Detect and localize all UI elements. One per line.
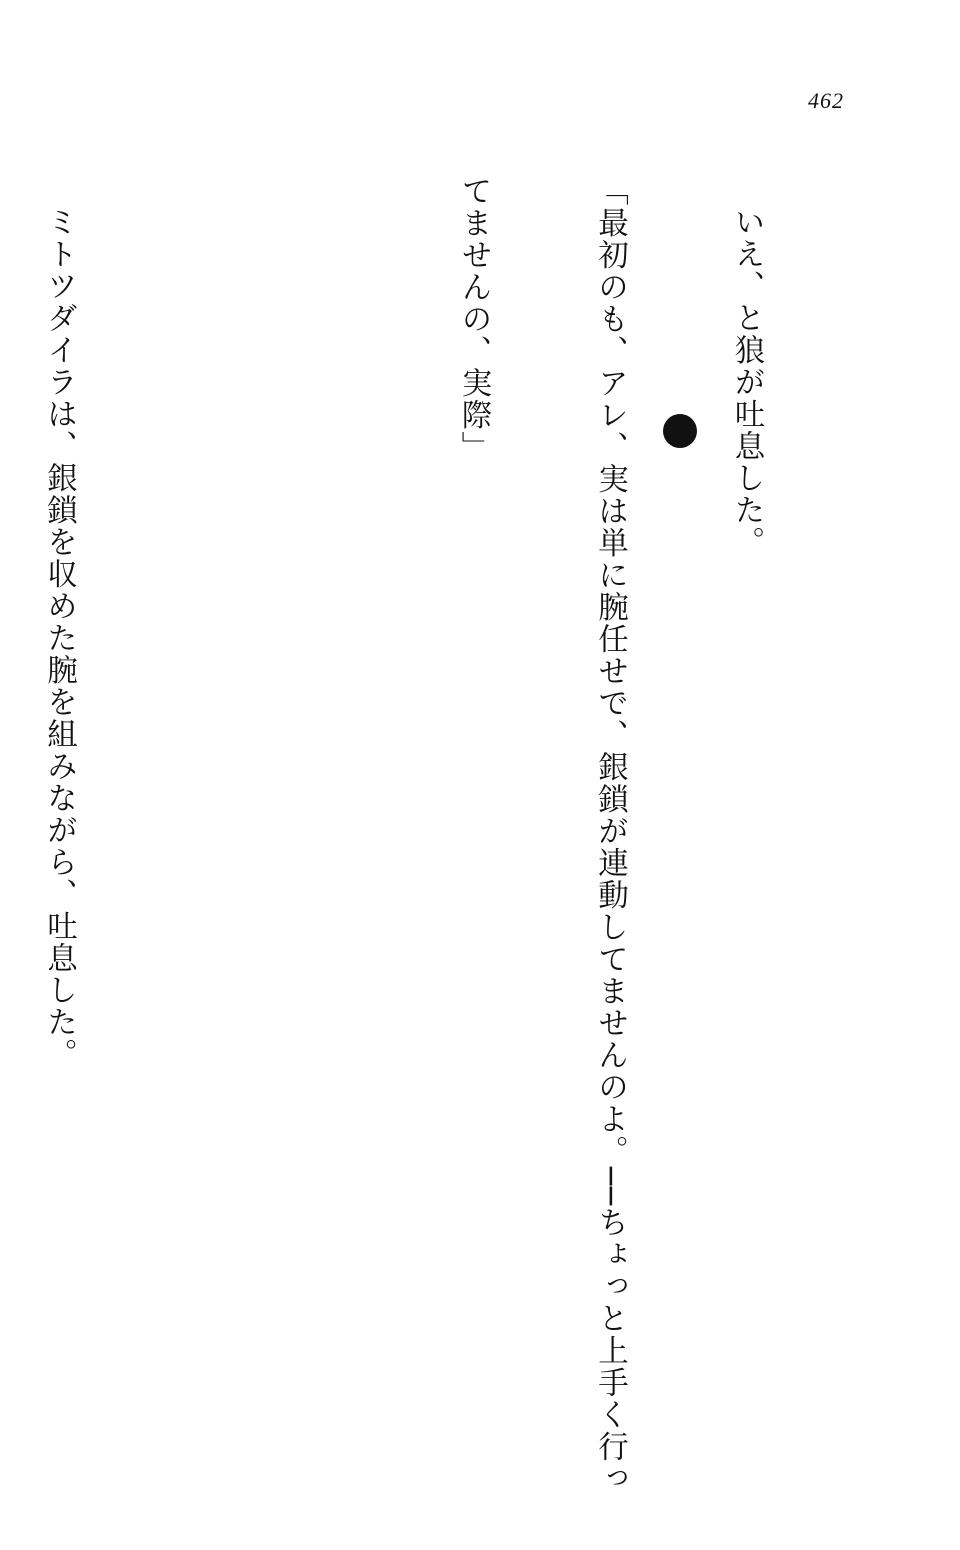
text-line: いえ、と狼が吐息した。 bbox=[729, 206, 764, 558]
text-line: ミトツダイラは、銀鎖を収めた腕を組みながら、吐息した。 bbox=[41, 206, 77, 1070]
body-text bbox=[0, 175, 860, 1495]
text-line: てませんの、実際」 bbox=[456, 175, 491, 463]
page-number: 462 bbox=[808, 88, 844, 113]
section-gap bbox=[312, 175, 360, 1285]
text-line: 「最初のも、アレ、実は単に腕任せで、銀鎖が連動してませんのよ。──ちょっと上手く行っ bbox=[592, 175, 628, 1495]
section-gap bbox=[173, 175, 221, 1285]
